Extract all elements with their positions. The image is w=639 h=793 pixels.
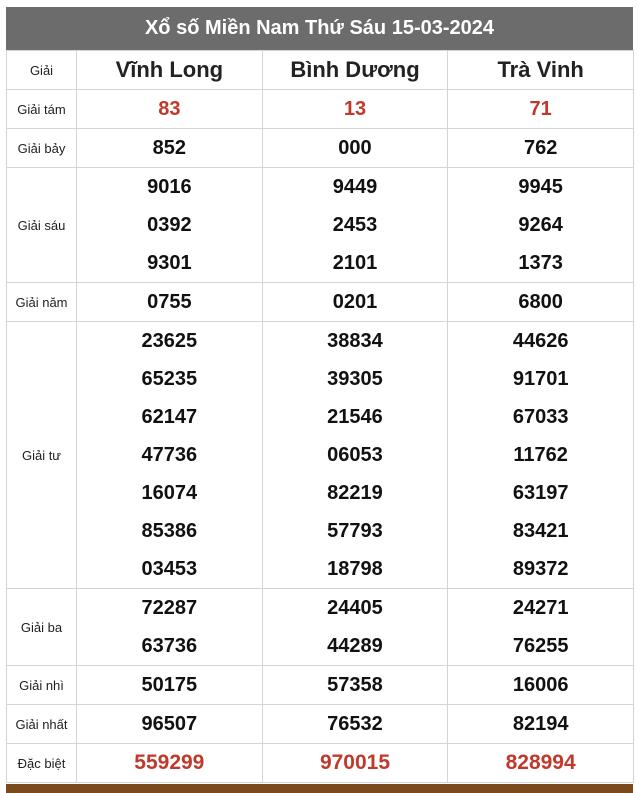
prize-row-7 [7, 129, 634, 168]
prize-number: 47736 [141, 444, 198, 466]
prize-number: 91701 [512, 368, 569, 390]
prize-number: 85386 [141, 520, 198, 542]
prize-number: 38834 [327, 330, 383, 352]
prize-number: 16006 [512, 674, 569, 696]
bottom-divider [6, 784, 633, 793]
prize-label: Giải sáu [7, 168, 77, 283]
prize-number: 852 [152, 137, 187, 159]
prize-number: 57358 [327, 674, 383, 696]
prize-number: 9449 [332, 176, 378, 198]
results-table [6, 50, 634, 783]
prize-number: 0392 [147, 214, 192, 236]
prize-row-6 [7, 168, 634, 283]
prize-number: 13 [343, 98, 367, 120]
province-vinh-long[interactable]: Vĩnh Long [77, 51, 263, 90]
prize-number: 0755 [147, 291, 192, 313]
prize-label: Đặc biệt [7, 744, 77, 783]
prize-number: 57793 [327, 520, 383, 542]
prize-row-2 [7, 666, 634, 705]
prize-number: 67033 [512, 406, 569, 428]
prize-number: 82219 [327, 482, 383, 504]
prize-number: 23625 [141, 330, 198, 352]
prize-number: 9264 [518, 214, 563, 236]
prize-number: 62147 [141, 406, 198, 428]
prize-number: 44289 [327, 635, 383, 657]
special-prize-number: 970015 [319, 751, 391, 774]
prize-number: 000 [338, 137, 372, 159]
prize-label: Giải bảy [7, 129, 77, 168]
prize-row-4 [7, 322, 634, 589]
prize-number: 76255 [512, 635, 569, 657]
prize-number: 83 [158, 98, 181, 120]
prize-number: 9945 [518, 176, 563, 198]
table-header-row [7, 51, 634, 90]
prize-row-1 [7, 705, 634, 744]
prize-label: Giải tư [7, 322, 77, 589]
results-title: Xổ số Miền Nam Thứ Sáu 15-03-2024 [6, 7, 633, 50]
prize-number: 83421 [512, 520, 569, 542]
header-label: Giải [7, 51, 77, 90]
prize-label: Giải năm [7, 283, 77, 322]
province-binh-duong[interactable]: Bình Dương [262, 51, 448, 90]
prize-number: 11762 [513, 444, 568, 466]
prize-number: 71 [529, 98, 552, 120]
prize-number: 63197 [512, 482, 569, 504]
prize-number: 06053 [327, 444, 383, 466]
special-prize-number: 828994 [505, 751, 576, 774]
prize-number: 39305 [327, 368, 383, 390]
prize-label: Giải nhì [7, 666, 77, 705]
prize-number: 50175 [141, 674, 198, 696]
special-prize-number: 559299 [134, 751, 205, 774]
prize-number: 65235 [141, 368, 198, 390]
prize-number: 18798 [327, 558, 383, 580]
prize-number: 16074 [141, 482, 198, 504]
prize-row-3 [7, 589, 634, 666]
prize-number: 72287 [141, 597, 198, 619]
prize-label: Giải nhất [7, 705, 77, 744]
province-tra-vinh[interactable]: Trà Vinh [448, 51, 634, 90]
prize-number: 1373 [518, 252, 563, 274]
prize-number: 2101 [332, 252, 378, 274]
prize-number: 82194 [512, 713, 569, 735]
prize-number: 0201 [332, 291, 378, 313]
prize-number: 6800 [518, 291, 563, 313]
prize-number: 9301 [147, 252, 192, 274]
prize-number: 89372 [512, 558, 569, 580]
prize-number: 24271 [512, 597, 569, 619]
prize-number: 76532 [327, 713, 383, 735]
prize-number: 44626 [512, 330, 569, 352]
prize-number: 21546 [327, 406, 383, 428]
prize-number: 63736 [141, 635, 198, 657]
prize-label: Giải ba [7, 589, 77, 666]
prize-label: Giải tám [7, 90, 77, 129]
prize-number: 96507 [141, 713, 198, 735]
prize-row-8 [7, 90, 634, 129]
prize-row-special [7, 744, 634, 783]
prize-number: 24405 [327, 597, 383, 619]
prize-number: 762 [523, 137, 558, 159]
prize-row-5 [7, 283, 634, 322]
prize-number: 9016 [147, 176, 192, 198]
prize-number: 2453 [332, 214, 378, 236]
prize-number: 03453 [141, 558, 198, 580]
